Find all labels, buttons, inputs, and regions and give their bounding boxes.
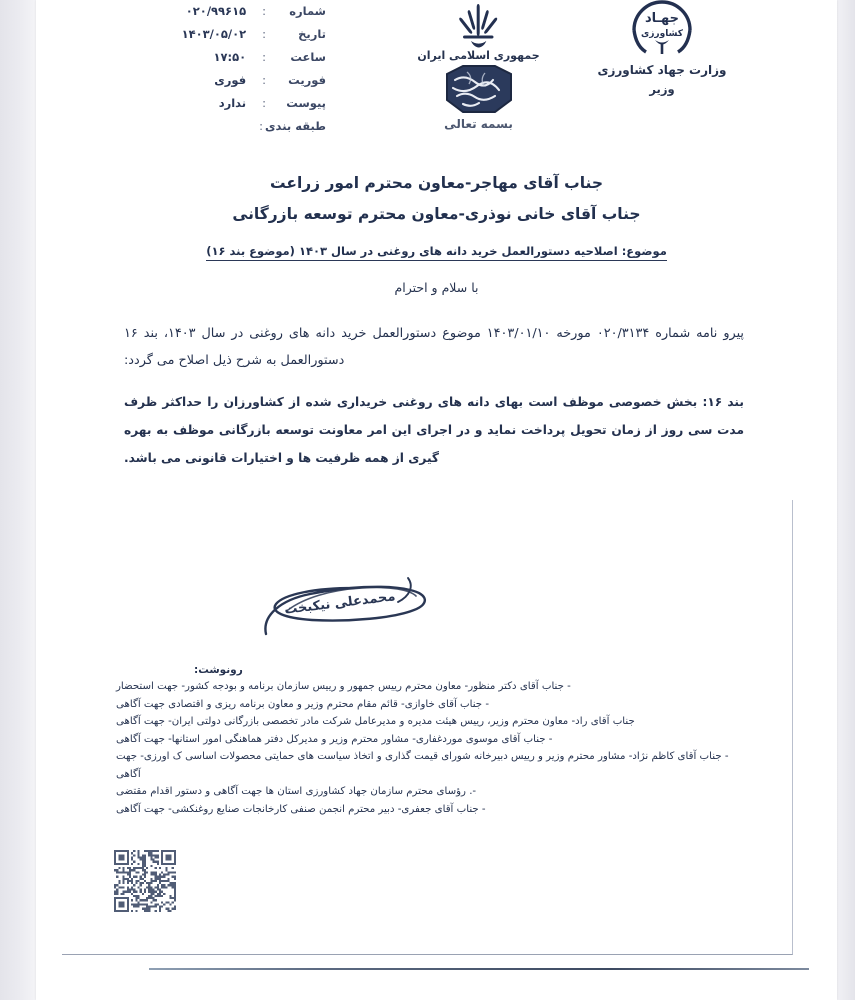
ministry-name-label: وزارت جهاد کشاورزی [597, 63, 727, 77]
meta-colon: : [262, 27, 266, 41]
letterhead [36, 0, 837, 160]
recipient-line-2: جناب آقای خانی نوذری-معاون محترم توسعه بازرگانی [232, 205, 641, 223]
viewer-right-gutter [837, 0, 855, 1000]
meta-colon: : [262, 73, 266, 87]
letter-meta-block [96, 4, 326, 142]
stamp-subtext: بسمه تعالی [444, 117, 513, 131]
country-name-label: جمهوری اسلامی ایران [417, 49, 540, 62]
meta-colon: : [262, 96, 266, 110]
iran-national-emblem-icon [391, 2, 566, 48]
cc-item: - جناب آقای موسوی موردغفاری- مشاور محترم وزیر و مدیرکل دفتر هماهنگی امور استانها- جهت آگاهی [116, 733, 553, 745]
cc-title: رونوشت: [194, 664, 243, 676]
meta-value-attachment: ندارد [218, 96, 247, 110]
meta-value-number: ۰۲۰/۹۹۶۱۵ [185, 4, 247, 18]
cc-item: - جناب آقای خاوازی- قائم مقام محترم وزیر و معاون برنامه ریزی و اقتصادی جهت آگاهی [116, 698, 490, 710]
scanned-page-bottom-edge [149, 968, 809, 970]
official-ink-stamp-icon [391, 64, 566, 116]
meta-label-classification: طبقه بندی [265, 119, 326, 133]
carbon-copy-block [116, 664, 756, 818]
meta-row-attachment [96, 96, 326, 119]
meta-label-urgency: فوریت [288, 73, 326, 87]
meta-row-time [96, 50, 326, 73]
meta-label-date: تاریخ [298, 27, 326, 41]
meta-value-time: ۱۷:۵۰ [213, 50, 247, 64]
meta-colon: : [259, 119, 264, 133]
meta-label-time: ساعت [290, 50, 326, 64]
meta-value-date: ۱۴۰۳/۰۵/۰۲ [181, 27, 247, 41]
meta-row-number [96, 4, 326, 27]
cc-item: - جناب آقای دکتر منظور- معاون محترم رییس جمهور و رییس سازمان برنامه و بودجه کشور- جهت استحضار [116, 681, 571, 692]
meta-colon: : [262, 50, 266, 64]
meta-row-classification [96, 119, 326, 142]
meta-label-number: شماره [289, 4, 326, 18]
viewer-left-gutter [0, 0, 36, 1000]
recipient-line-1: جناب آقای مهاجر-معاون محترم امور زراعت [269, 174, 604, 192]
cc-item: - جناب آقای جعفری- دبیر محترم انجمن صنفی کارخانجات صنایع روغنکشی- جهت آگاهی [116, 803, 486, 815]
cc-item: جناب آقای راد- معاون محترم وزیر، رییس هیئت مدیره و مدیرعامل شرکت مادر تخصصی بازرگانی دولتی ایران- جهت آگاهی [116, 716, 635, 727]
meta-label-attachment: پیوست [286, 96, 326, 110]
handwritten-signature-icon [258, 640, 458, 659]
meta-row-urgency [96, 73, 326, 96]
meta-value-urgency: فوری [214, 73, 247, 87]
qr-code-icon [114, 850, 176, 912]
national-emblem-block [391, 2, 566, 131]
signature-name: محمدعلی نیکبخت [283, 589, 397, 618]
ministry-of-agriculture-jihad-logo-icon [582, 0, 742, 62]
meta-colon: : [262, 4, 266, 18]
subject-line: موضوع: اصلاحیه دستورالعمل خرید دانه های روغنی در سال ۱۴۰۳ (موضوع بند ۱۶) [206, 244, 667, 261]
cc-item: -. رؤسای محترم سازمان جهاد کشاورزی استان ها جهت آگاهی و دستور اقدام مقتضی [116, 786, 477, 797]
subject-block [36, 240, 837, 261]
document-page [36, 0, 837, 1000]
signature-block [258, 560, 458, 655]
svg-text:کشاورزی: کشاورزی [641, 29, 683, 39]
body-paragraph-1: پیرو نامه شماره ۰۲۰/۳۱۳۴ مورخه ۱۴۰۳/۰۱/۱۰ موضوع دستورالعمل خرید دانه های روغنی در سال ۱۴۰۳، بند ۱۶ دستورالعمل به شرح ذیل اصلاح می گردد: [124, 326, 744, 368]
body-paragraph-2: بند ۱۶: بخش خصوصی موظف است بهای دانه های روغنی خریداری شده از کشاورزان را حداکثر ظرف مدت سی روز از زمان تحویل پرداخت نماید و در اجرای این امر معاونت توسعه بازرگانی موظف به بهره گیری از همه ظرفیت ها و اختیارات قانونی می باشد. [124, 395, 744, 465]
meta-row-date [96, 27, 326, 50]
ministry-logo-block [582, 0, 742, 96]
ministry-role-label: وزیر [649, 82, 675, 96]
svg-text:جهـاد: جهـاد [645, 11, 679, 26]
cc-item: - جناب آقای کاظم نژاد- مشاور محترم وزیر و رییس دبیرخانه شورای قیمت گذاری و اتخاذ سیاست های حمایتی محصولات اساسی ک اورزی- جهت آگاهی [116, 751, 729, 780]
recipients-block [36, 168, 837, 230]
salutation-line: با سلام و احترام [394, 280, 479, 295]
